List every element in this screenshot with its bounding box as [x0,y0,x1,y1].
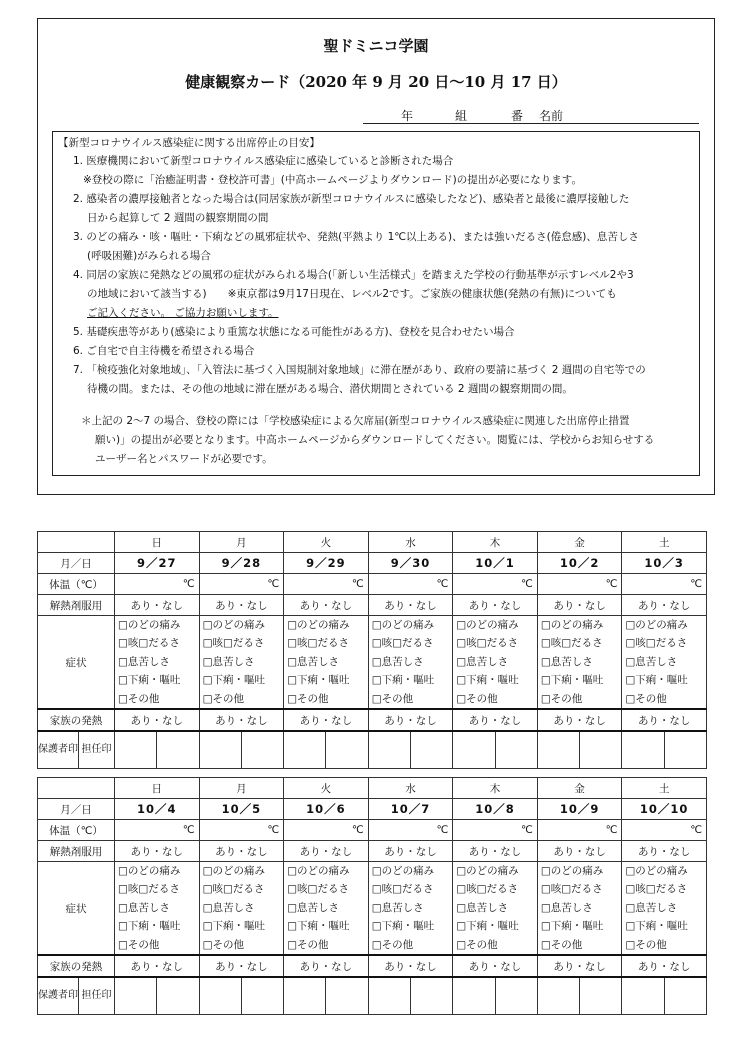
temperature-field[interactable]: ℃ [199,820,284,841]
seal-cell [115,977,200,1015]
symptom-checkbox[interactable]: □その他 [540,938,583,951]
date-cell: 10／4 [115,799,200,820]
weekday-cell: 土 [622,532,707,553]
symptom-checkbox[interactable]: □その他 [202,938,244,951]
temperature-field[interactable]: ℃ [537,820,622,841]
date-cell: 10／5 [199,799,284,820]
guardian-seal-box[interactable] [115,732,157,768]
seal-cell [453,977,538,1015]
teacher-seal-box[interactable] [326,978,367,1014]
symptom-checkbox[interactable]: □咳□だるさ [625,637,688,650]
symptom-checkbox[interactable]: □下痢・嘔吐 [371,920,435,933]
symptom-checkbox[interactable]: □その他 [456,692,498,705]
symptom-checklist[interactable] [537,862,622,956]
weekday-cell: 木 [453,778,538,799]
symptom-checkbox[interactable]: □その他 [625,692,667,705]
weekday-cell: 火 [284,532,369,553]
year-label: 年 [401,109,414,123]
guardian-seal-label: 保護者印 [38,978,79,1014]
date-cell: 9／30 [368,553,453,574]
guardian-seal-box[interactable] [369,732,411,768]
symptom-checkbox[interactable]: □のどの痛み [540,619,604,631]
temperature-field[interactable]: ℃ [368,820,453,841]
guardian-seal-box[interactable] [284,732,326,768]
symptom-checkbox[interactable]: □その他 [118,938,160,951]
symptom-checkbox[interactable]: □のどの痛み [625,619,688,631]
teacher-seal-box[interactable] [157,732,198,768]
attendance-suspension-rules [52,131,700,476]
symptom-checkbox[interactable]: □その他 [287,692,329,705]
symptom-checkbox[interactable]: □のどの痛み [540,865,604,877]
temperature-field[interactable]: ℃ [537,574,622,595]
symptom-checkbox[interactable]: □息苦しさ [540,655,593,668]
guidelines-panel [37,18,715,495]
symptom-checkbox[interactable]: □咳□だるさ [540,883,603,896]
symptom-checkbox[interactable]: □のどの痛み [371,865,435,877]
symptom-checkbox[interactable]: □のどの痛み [371,619,435,631]
symptom-checkbox[interactable]: □息苦しさ [625,901,678,914]
temperature-field[interactable]: ℃ [622,574,707,595]
symptom-checkbox[interactable]: □下痢・嘔吐 [456,674,519,687]
symptoms-row-label: 症状 [38,616,115,710]
date-cell: 10／6 [284,799,369,820]
symptom-checkbox[interactable]: □息苦しさ [625,655,678,668]
teacher-seal-label: 担任印 [81,744,112,756]
antipyretic-choice[interactable]: あり・なし [115,595,200,616]
symptom-checkbox[interactable]: □咳□だるさ [287,883,349,896]
symptom-checkbox[interactable]: □咳□だるさ [202,637,265,650]
family-fever-choice[interactable]: あり・なし [537,955,622,977]
weekday-cell: 日 [115,778,200,799]
temperature-field[interactable]: ℃ [284,820,369,841]
rule-note: 願い)」の提出が必要となります。中高ホームページからダウンロードしてください。閲覧には、学校からお知らせする [95,434,655,446]
rule-line: 1. 医療機関において新型コロナウイルス感染症に感染していると診断された場合 [73,155,454,167]
rule-line: ※登校の際に「治癒証明書・登校許可書」(中高ホームページよりダウンロード)の提出が必要になります。 [83,174,582,186]
class-label: 組 [455,109,468,123]
symptom-checkbox[interactable]: □咳□だるさ [456,637,519,650]
temperature-field[interactable]: ℃ [115,574,200,595]
symptom-checkbox[interactable]: □息苦しさ [540,901,593,914]
temp-row-label: 体温（℃） [38,820,115,841]
date-cell: 10／7 [368,799,453,820]
guardian-seal-box[interactable] [200,732,242,768]
symptom-checkbox[interactable]: □息苦しさ [371,655,424,668]
symptom-checklist[interactable] [284,862,369,956]
symptom-checkbox[interactable]: □息苦しさ [287,901,340,914]
teacher-seal-box[interactable] [242,978,283,1014]
temperature-field[interactable]: ℃ [453,574,538,595]
symptom-checkbox[interactable]: □咳□だるさ [118,883,180,896]
symptom-checkbox[interactable]: □その他 [202,692,244,705]
symptom-checklist[interactable] [368,616,453,710]
antipyretic-choice[interactable]: あり・なし [199,595,284,616]
antipyretic-choice[interactable]: あり・なし [622,595,707,616]
symptom-checkbox[interactable]: □咳□だるさ [287,637,349,650]
seal-row-label [38,731,115,769]
symptom-checkbox[interactable]: □下痢・嘔吐 [625,674,688,687]
antipyretic-choice[interactable]: あり・なし [537,841,622,862]
guardian-seal-box[interactable] [538,732,580,768]
symptom-checkbox[interactable]: □のどの痛み [625,865,688,877]
rule-line: 7. 「検疫強化対象地域」、「入管法に基づく入国規制対象地域」に滞在歴があり、政府の要請に基づく 2 週間の自宅等での [73,364,646,376]
seal-cell [368,977,453,1015]
symptom-checkbox[interactable]: □息苦しさ [202,901,255,914]
symptom-checkbox[interactable]: □のどの痛み [202,865,265,877]
seal-cell [115,731,200,769]
symptom-checkbox[interactable]: □下痢・嘔吐 [287,674,350,687]
symptoms-row-label: 症状 [38,862,115,956]
temperature-field[interactable]: ℃ [622,820,707,841]
seal-row-label [38,977,115,1015]
symptom-checkbox[interactable]: □その他 [540,692,583,705]
symptom-checklist[interactable] [368,862,453,956]
guardian-seal-box[interactable] [622,732,664,768]
symptom-checklist[interactable] [537,616,622,710]
teacher-seal-box[interactable] [665,732,706,768]
name-line[interactable] [363,107,699,124]
blank-corner [38,778,115,799]
family-fever-choice[interactable]: あり・なし [368,709,453,731]
symptom-checkbox[interactable]: □息苦しさ [287,655,340,668]
symptom-checkbox[interactable]: □息苦しさ [202,655,255,668]
temp-row-label: 体温（℃） [38,574,115,595]
school-name: 聖ドミニコ学園 [323,37,429,55]
temperature-field[interactable]: ℃ [199,574,284,595]
date-cell: 10／8 [453,799,538,820]
symptom-checkbox[interactable]: □下痢・嘔吐 [540,920,604,933]
weekday-cell: 火 [284,778,369,799]
guardian-seal-box[interactable] [622,978,664,1014]
guardian-seal-box[interactable] [284,978,326,1014]
symptom-checkbox[interactable]: □下痢・嘔吐 [118,920,181,933]
seal-cell [622,731,707,769]
symptom-checklist[interactable] [284,616,369,710]
weekday-cell: 金 [537,778,622,799]
family-fever-choice[interactable]: あり・なし [284,709,369,731]
family-fever-row-label: 家族の発熱 [38,709,115,731]
date-cell: 9／28 [199,553,284,574]
date-cell: 9／27 [115,553,200,574]
family-fever-choice[interactable]: あり・なし [537,709,622,731]
symptom-checklist[interactable] [199,616,284,710]
antipyretic-choice[interactable]: あり・なし [453,841,538,862]
seal-cell [284,731,369,769]
symptom-checkbox[interactable]: □息苦しさ [371,901,424,914]
symptom-checkbox[interactable]: □下痢・嘔吐 [118,674,181,687]
date-row-label: 月／日 [38,553,115,574]
seal-cell [368,731,453,769]
symptom-checkbox[interactable]: □息苦しさ [456,901,509,914]
family-fever-choice[interactable]: あり・なし [284,955,369,977]
teacher-seal-box[interactable] [580,978,621,1014]
antipyretic-choice[interactable]: あり・なし [368,841,453,862]
guardian-seal-box[interactable] [538,978,580,1014]
rule-line: の地域において該当する) ※東京都は9月17日現在、レベル2です。ご家族の健康状態(発熱の有無)についても [87,288,617,300]
date-cell: 10／9 [537,799,622,820]
seal-cell [537,731,622,769]
rule-line: ご記入ください。 ご協力お願いします。 [87,307,279,319]
antipyretic-row-label: 解熱剤服用 [38,841,115,862]
weekday-cell: 月 [199,778,284,799]
family-fever-choice[interactable]: あり・なし [115,955,200,977]
number-label: 番 [511,109,524,123]
antipyretic-choice[interactable]: あり・なし [284,595,369,616]
symptom-checkbox[interactable]: □のどの痛み [202,619,265,631]
guardian-seal-box[interactable] [453,978,495,1014]
health-observation-table-week-1 [37,531,707,769]
symptom-checkbox[interactable]: □のどの痛み [118,865,181,877]
symptom-checkbox[interactable]: □のどの痛み [456,865,519,877]
teacher-seal-label: 担任印 [81,990,112,1002]
symptom-checkbox[interactable]: □咳□だるさ [371,637,434,650]
symptom-checkbox[interactable]: □下痢・嘔吐 [371,674,435,687]
seal-cell [453,731,538,769]
rule-note: ユーザー名とパスワードが必要です。 [95,453,273,465]
family-fever-choice[interactable]: あり・なし [115,709,200,731]
symptom-checkbox[interactable]: □息苦しさ [456,655,509,668]
rules-heading: 【新型コロナウイルス感染症に関する出席停止の目安】 [58,137,320,149]
guardian-seal-box[interactable] [369,978,411,1014]
symptom-checkbox[interactable]: □のどの痛み [456,619,519,631]
family-fever-row-label: 家族の発熱 [38,955,115,977]
rule-line: 3. のどの痛み・咳・嘔吐・下痢などの風邪症状や、発熱(平熱より 1℃以上ある)、または強いだるさ(倦怠感)、息苦しさ [73,231,639,243]
symptom-checkbox[interactable]: □咳□だるさ [456,883,519,896]
symptom-checkbox[interactable]: □咳□だるさ [625,883,688,896]
guardian-seal-box[interactable] [200,978,242,1014]
symptom-checkbox[interactable]: □下痢・嘔吐 [625,920,688,933]
family-fever-choice[interactable]: あり・なし [622,955,707,977]
family-fever-choice[interactable]: あり・なし [199,709,284,731]
symptom-checkbox[interactable]: □のどの痛み [287,865,350,877]
rule-line: (呼吸困難)がみられる場合 [87,250,211,262]
rule-line: 待機の間。または、その他の地域に滞在歴がある場合、潜伏期間とされている 2 週間の観察期間の間。 [87,383,573,395]
teacher-seal-box[interactable] [411,978,452,1014]
symptom-checkbox[interactable]: □下痢・嘔吐 [456,920,519,933]
date-cell: 10／1 [453,553,538,574]
symptom-checkbox[interactable]: □咳□だるさ [540,637,603,650]
family-fever-choice[interactable]: あり・なし [622,709,707,731]
symptom-checklist[interactable] [115,616,200,710]
symptom-checkbox[interactable]: □その他 [371,692,414,705]
symptom-checkbox[interactable]: □下痢・嘔吐 [202,920,265,933]
symptom-checkbox[interactable]: □下痢・嘔吐 [287,920,350,933]
health-observation-table-week-2 [37,777,707,1015]
antipyretic-choice[interactable]: あり・なし [199,841,284,862]
family-fever-choice[interactable]: あり・なし [453,709,538,731]
temperature-field[interactable]: ℃ [284,574,369,595]
guardian-seal-label: 保護者印 [38,732,79,768]
teacher-seal-box[interactable] [242,732,283,768]
temperature-field[interactable]: ℃ [368,574,453,595]
symptom-checklist[interactable] [115,862,200,956]
antipyretic-row-label: 解熱剤服用 [38,595,115,616]
rule-line: 日から起算して 2 週間の観察期間の間 [87,212,269,224]
weekday-cell: 土 [622,778,707,799]
teacher-seal-box[interactable] [326,732,367,768]
blank-corner [38,532,115,553]
antipyretic-choice[interactable]: あり・なし [453,595,538,616]
antipyretic-choice[interactable]: あり・なし [115,841,200,862]
date-cell: 9／29 [284,553,369,574]
symptom-checkbox[interactable]: □下痢・嘔吐 [540,674,604,687]
teacher-seal-box[interactable] [496,732,537,768]
symptom-checkbox[interactable]: □その他 [625,938,667,951]
seal-cell [284,977,369,1015]
weekday-cell: 水 [368,778,453,799]
teacher-seal-box[interactable] [580,732,621,768]
teacher-seal-box[interactable] [496,978,537,1014]
weekday-cell: 金 [537,532,622,553]
symptom-checkbox[interactable]: □咳□だるさ [371,883,434,896]
symptom-checkbox[interactable]: □咳□だるさ [118,637,180,650]
seal-cell [537,977,622,1015]
symptom-checklist[interactable] [453,616,538,710]
symptom-checkbox[interactable]: □のどの痛み [118,619,181,631]
teacher-seal-box[interactable] [665,978,706,1014]
rule-note: ＊上記の 2〜7 の場合、登校の際には「学校感染症による欠席届(新型コロナウイルス感染症に関連した出席停止措置 [81,415,630,427]
date-cell: 10／3 [622,553,707,574]
guardian-seal-box[interactable] [453,732,495,768]
symptom-checklist[interactable] [622,862,707,956]
date-cell: 10／10 [622,799,707,820]
weekday-cell: 水 [368,532,453,553]
symptom-checklist[interactable] [453,862,538,956]
symptom-checkbox[interactable]: □のどの痛み [287,619,350,631]
family-fever-choice[interactable]: あり・なし [368,955,453,977]
name-label: 名前 [539,109,564,123]
family-fever-choice[interactable]: あり・なし [199,955,284,977]
symptom-checkbox[interactable]: □その他 [371,938,414,951]
rule-line: 5. 基礎疾患等があり(感染により重篤な状態になる可能性がある方)、登校を見合わせたい場合 [73,326,515,338]
date-row-label: 月／日 [38,799,115,820]
symptom-checkbox[interactable]: □その他 [118,692,160,705]
symptom-checkbox[interactable]: □息苦しさ [118,901,170,914]
teacher-seal-box[interactable] [157,978,198,1014]
symptom-checklist[interactable] [199,862,284,956]
seal-cell [622,977,707,1015]
antipyretic-choice[interactable]: あり・なし [284,841,369,862]
antipyretic-choice[interactable]: あり・なし [622,841,707,862]
weekday-cell: 日 [115,532,200,553]
teacher-seal-box[interactable] [411,732,452,768]
seal-cell [199,731,284,769]
antipyretic-choice[interactable]: あり・なし [537,595,622,616]
temperature-field[interactable]: ℃ [115,820,200,841]
symptom-checkbox[interactable]: □その他 [287,938,329,951]
rule-line: 6. ご自宅で自主待機を希望される場合 [73,345,255,357]
card-title: 健康観察カード（2020 年 9 月 20 日〜10 月 17 日） [185,73,567,91]
temperature-field[interactable]: ℃ [453,820,538,841]
symptom-checkbox[interactable]: □下痢・嘔吐 [202,674,265,687]
weekday-cell: 月 [199,532,284,553]
symptom-checklist[interactable] [622,616,707,710]
family-fever-choice[interactable]: あり・なし [453,955,538,977]
symptom-checkbox[interactable]: □息苦しさ [118,655,170,668]
antipyretic-choice[interactable]: あり・なし [368,595,453,616]
rule-line: 2. 感染者の濃厚接触者となった場合は(同居家族が新型コロナウイルスに感染したなど)、感染者と最後に濃厚接触した [73,193,630,205]
date-cell: 10／2 [537,553,622,574]
symptom-checkbox[interactable]: □咳□だるさ [202,883,265,896]
seal-cell [199,977,284,1015]
symptom-checkbox[interactable]: □その他 [456,938,498,951]
weekday-cell: 木 [453,532,538,553]
rule-line: 4. 同居の家族に発熱などの風邪の症状がみられる場合(「新しい生活様式」を踏まえた学校の行動基準が示すレベル2や3 [73,269,634,281]
guardian-seal-box[interactable] [115,978,157,1014]
